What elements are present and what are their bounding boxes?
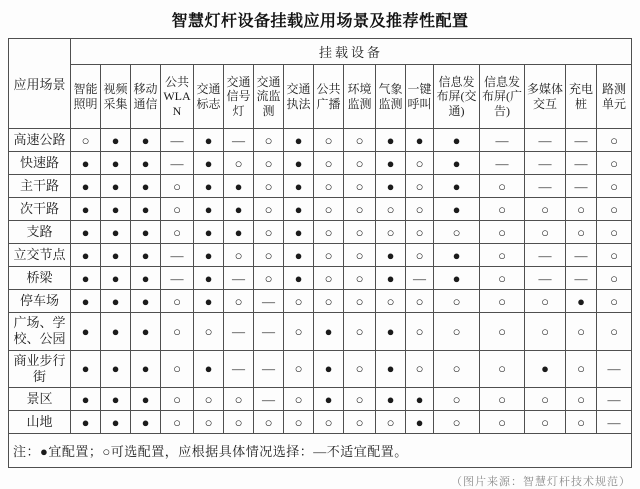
config-cell: ○: [566, 221, 597, 244]
config-cell: ●: [376, 129, 406, 152]
device-column-header: 一键呼叫: [406, 65, 434, 129]
config-cell: ○: [344, 221, 376, 244]
note-row: [9, 434, 632, 468]
table-row: [9, 175, 632, 198]
config-cell: ●: [434, 152, 480, 175]
device-column-header: 交通标志: [194, 65, 224, 129]
config-cell: ●: [71, 313, 101, 351]
config-cell: —: [597, 388, 632, 411]
config-cell: —: [566, 267, 597, 290]
config-cell: ○: [406, 313, 434, 351]
config-cell: ●: [131, 152, 161, 175]
config-cell: ●: [131, 129, 161, 152]
config-cell: ○: [161, 175, 194, 198]
config-cell: ●: [434, 244, 480, 267]
config-cell: —: [597, 350, 632, 388]
table-row: [9, 198, 632, 221]
config-cell: ●: [194, 221, 224, 244]
device-column-header: 信息发布屏(广告): [480, 65, 525, 129]
config-cell: ○: [254, 267, 284, 290]
config-cell: ●: [71, 175, 101, 198]
table-row: [9, 388, 632, 411]
config-cell: ●: [284, 244, 314, 267]
config-cell: ○: [406, 290, 434, 313]
config-cell: —: [566, 152, 597, 175]
config-cell: —: [525, 267, 566, 290]
config-cell: ○: [224, 290, 254, 313]
config-cell: ●: [406, 411, 434, 434]
device-column-header: 视频采集: [101, 65, 131, 129]
config-cell: ●: [131, 175, 161, 198]
config-cell: ○: [224, 244, 254, 267]
config-cell: ●: [406, 388, 434, 411]
config-cell: ○: [525, 313, 566, 351]
config-cell: ●: [376, 175, 406, 198]
config-cell: ○: [314, 175, 344, 198]
device-column-header: 智能照明: [71, 65, 101, 129]
config-cell: ○: [480, 221, 525, 244]
device-column-header: 环境监测: [344, 65, 376, 129]
config-cell: ●: [101, 244, 131, 267]
config-cell: ○: [566, 198, 597, 221]
config-cell: ○: [566, 350, 597, 388]
config-cell: ○: [161, 221, 194, 244]
table-row: [9, 290, 632, 313]
config-cell: ○: [161, 313, 194, 351]
config-cell: ○: [525, 388, 566, 411]
config-cell: ○: [434, 313, 480, 351]
device-column-header: 气象监测: [376, 65, 406, 129]
config-cell: ●: [224, 198, 254, 221]
scenario-label: 次干路: [9, 198, 71, 221]
config-cell: ○: [344, 152, 376, 175]
config-cell: ○: [254, 244, 284, 267]
config-cell: —: [161, 244, 194, 267]
config-cell: ○: [161, 388, 194, 411]
scenario-label: 山地: [9, 411, 71, 434]
config-cell: ○: [314, 244, 344, 267]
config-cell: ○: [406, 244, 434, 267]
config-cell: ●: [131, 388, 161, 411]
config-cell: ○: [525, 221, 566, 244]
config-cell: ○: [566, 388, 597, 411]
config-cell: —: [480, 129, 525, 152]
config-cell: ●: [101, 129, 131, 152]
config-cell: ○: [194, 313, 224, 351]
config-cell: ○: [344, 388, 376, 411]
config-cell: ○: [525, 290, 566, 313]
config-cell: ●: [131, 350, 161, 388]
scenario-label: 支路: [9, 221, 71, 244]
config-cell: —: [161, 267, 194, 290]
config-cell: ●: [131, 221, 161, 244]
config-cell: —: [597, 411, 632, 434]
config-cell: ●: [376, 267, 406, 290]
config-cell: ○: [376, 290, 406, 313]
config-cell: ●: [71, 221, 101, 244]
config-cell: ○: [376, 221, 406, 244]
config-cell: —: [525, 129, 566, 152]
scenario-label: 快速路: [9, 152, 71, 175]
config-cell: —: [224, 129, 254, 152]
config-cell: ●: [376, 388, 406, 411]
table-row: [9, 411, 632, 434]
config-cell: ●: [434, 175, 480, 198]
config-cell: ○: [597, 221, 632, 244]
scenario-label: 广场、学校、公园: [9, 313, 71, 351]
config-cell: ●: [376, 244, 406, 267]
table-row: [9, 244, 632, 267]
config-cell: ○: [284, 313, 314, 351]
config-cell: ○: [434, 388, 480, 411]
config-cell: ●: [101, 411, 131, 434]
config-cell: ○: [597, 244, 632, 267]
config-cell: ○: [566, 313, 597, 351]
config-cell: ●: [131, 290, 161, 313]
device-column-header: 多媒体交互: [525, 65, 566, 129]
config-cell: ○: [480, 267, 525, 290]
config-cell: ●: [101, 313, 131, 351]
config-cell: —: [161, 152, 194, 175]
config-cell: ●: [376, 350, 406, 388]
scenario-label: 商业步行街: [9, 350, 71, 388]
device-column-header: 公共广播: [314, 65, 344, 129]
config-cell: ○: [161, 350, 194, 388]
config-cell: ●: [194, 129, 224, 152]
device-column-header: 路测单元: [597, 65, 632, 129]
config-cell: ○: [597, 198, 632, 221]
config-cell: ○: [224, 411, 254, 434]
config-cell: ○: [434, 411, 480, 434]
config-cell: ○: [480, 175, 525, 198]
config-cell: ●: [131, 267, 161, 290]
config-cell: ○: [254, 175, 284, 198]
config-cell: ●: [284, 267, 314, 290]
config-cell: ○: [344, 350, 376, 388]
config-cell: ○: [480, 198, 525, 221]
config-cell: ○: [71, 129, 101, 152]
config-cell: ○: [344, 198, 376, 221]
config-cell: ○: [254, 411, 284, 434]
config-cell: ●: [224, 175, 254, 198]
config-cell: ●: [101, 221, 131, 244]
config-cell: —: [525, 244, 566, 267]
config-cell: ●: [101, 350, 131, 388]
config-cell: ●: [376, 313, 406, 351]
config-cell: ○: [161, 290, 194, 313]
config-cell: ○: [254, 221, 284, 244]
config-cell: ○: [314, 267, 344, 290]
config-cell: ○: [597, 290, 632, 313]
config-cell: ●: [101, 152, 131, 175]
config-cell: ●: [101, 198, 131, 221]
config-cell: ●: [284, 175, 314, 198]
config-cell: ○: [254, 152, 284, 175]
config-cell: —: [161, 129, 194, 152]
device-column-header: 信息发布屏(交通): [434, 65, 480, 129]
config-cell: ●: [284, 129, 314, 152]
config-cell: ○: [525, 198, 566, 221]
config-cell: ○: [376, 198, 406, 221]
scenario-label: 桥梁: [9, 267, 71, 290]
config-cell: ●: [284, 221, 314, 244]
config-cell: ○: [566, 411, 597, 434]
config-cell: ○: [434, 290, 480, 313]
config-cell: ●: [194, 350, 224, 388]
config-cell: ○: [284, 411, 314, 434]
config-cell: ●: [131, 198, 161, 221]
table-row: [9, 152, 632, 175]
page-title: 智慧灯杆设备挂载应用场景及推荐性配置: [171, 13, 469, 30]
config-cell: ○: [406, 152, 434, 175]
config-cell: ○: [480, 388, 525, 411]
config-cell: ●: [566, 290, 597, 313]
config-cell: ○: [314, 221, 344, 244]
config-cell: —: [525, 152, 566, 175]
scenario-label: 景区: [9, 388, 71, 411]
config-cell: ○: [434, 221, 480, 244]
config-cell: ●: [101, 267, 131, 290]
config-cell: —: [254, 290, 284, 313]
config-cell: ○: [597, 175, 632, 198]
config-cell: ●: [71, 388, 101, 411]
config-cell: ○: [597, 129, 632, 152]
scenario-column-header: 应用场景: [9, 39, 71, 129]
config-cell: ●: [71, 350, 101, 388]
config-cell: ○: [161, 411, 194, 434]
config-cell: ○: [224, 152, 254, 175]
table-footer: [9, 434, 632, 468]
config-cell: ○: [344, 267, 376, 290]
config-cell: ●: [314, 388, 344, 411]
config-cell: —: [224, 350, 254, 388]
config-cell: —: [566, 175, 597, 198]
config-cell: ○: [406, 221, 434, 244]
config-cell: —: [254, 313, 284, 351]
config-cell: ●: [131, 313, 161, 351]
config-cell: ○: [314, 152, 344, 175]
group-header-row: [9, 39, 632, 65]
table-header: [9, 39, 632, 129]
config-cell: ●: [434, 198, 480, 221]
config-cell: ○: [284, 290, 314, 313]
config-cell: ●: [101, 175, 131, 198]
config-cell: ●: [194, 175, 224, 198]
config-cell: ○: [480, 350, 525, 388]
legend-note: 注：●宜配置；○可选配置，应根据具体情况选择：—不适宜配置。: [9, 434, 632, 468]
scenario-label: 停车场: [9, 290, 71, 313]
config-cell: ●: [224, 221, 254, 244]
config-cell: ○: [480, 290, 525, 313]
config-cell: ○: [344, 313, 376, 351]
config-cell: ○: [284, 350, 314, 388]
figure-page: [0, 8, 640, 488]
config-cell: ○: [344, 175, 376, 198]
device-column-header: 公共WLAN: [161, 65, 194, 129]
scenario-label: 立交节点: [9, 244, 71, 267]
config-cell: ○: [314, 411, 344, 434]
config-cell: ●: [101, 290, 131, 313]
config-cell: —: [566, 129, 597, 152]
config-cell: ○: [344, 290, 376, 313]
config-cell: ○: [254, 198, 284, 221]
config-cell: ●: [376, 152, 406, 175]
device-column-header: 充电桩: [566, 65, 597, 129]
scenario-label: 主干路: [9, 175, 71, 198]
config-cell: ●: [194, 290, 224, 313]
config-cell: ○: [194, 411, 224, 434]
config-cell: —: [254, 388, 284, 411]
config-table: [8, 38, 632, 468]
config-cell: ●: [194, 152, 224, 175]
device-group-header: 挂载设备: [71, 39, 632, 65]
config-cell: ○: [434, 350, 480, 388]
config-cell: ○: [254, 129, 284, 152]
config-cell: ●: [194, 244, 224, 267]
image-source-caption: （图片来源：智慧灯杆技术规范）: [451, 476, 631, 488]
config-cell: ○: [161, 198, 194, 221]
config-cell: ●: [131, 244, 161, 267]
config-cell: ●: [525, 350, 566, 388]
device-header-row: [9, 65, 632, 129]
device-column-header: 交通流监测: [254, 65, 284, 129]
config-cell: ●: [71, 198, 101, 221]
config-cell: ●: [194, 267, 224, 290]
config-cell: ○: [376, 411, 406, 434]
config-cell: ○: [314, 129, 344, 152]
config-cell: ○: [597, 152, 632, 175]
config-cell: ●: [406, 129, 434, 152]
config-cell: ●: [71, 411, 101, 434]
config-cell: ●: [314, 350, 344, 388]
config-cell: —: [480, 152, 525, 175]
config-cell: ○: [480, 313, 525, 351]
config-cell: ○: [480, 244, 525, 267]
table-row: [9, 313, 632, 351]
config-cell: ●: [71, 152, 101, 175]
config-cell: ●: [101, 388, 131, 411]
device-column-header: 移动通信: [131, 65, 161, 129]
table-row: [9, 129, 632, 152]
config-cell: ○: [314, 198, 344, 221]
config-cell: ○: [597, 313, 632, 351]
config-cell: —: [406, 267, 434, 290]
config-cell: ○: [344, 129, 376, 152]
scenario-label: 高速公路: [9, 129, 71, 152]
config-cell: ○: [314, 290, 344, 313]
config-cell: ●: [131, 411, 161, 434]
config-cell: ●: [71, 267, 101, 290]
config-cell: ○: [480, 411, 525, 434]
config-cell: —: [224, 267, 254, 290]
config-cell: ●: [71, 244, 101, 267]
config-cell: ●: [434, 267, 480, 290]
table-row: [9, 221, 632, 244]
config-cell: —: [224, 313, 254, 351]
config-cell: ○: [406, 175, 434, 198]
config-cell: —: [566, 244, 597, 267]
config-cell: —: [254, 350, 284, 388]
config-cell: ○: [284, 388, 314, 411]
config-cell: ●: [284, 198, 314, 221]
config-cell: ○: [406, 198, 434, 221]
config-cell: ●: [71, 290, 101, 313]
config-cell: ○: [525, 411, 566, 434]
config-cell: ●: [194, 198, 224, 221]
table-row: [9, 267, 632, 290]
config-cell: ●: [284, 152, 314, 175]
config-cell: ○: [194, 388, 224, 411]
table-row: [9, 350, 632, 388]
device-column-header: 交通信号灯: [224, 65, 254, 129]
config-cell: ●: [434, 129, 480, 152]
table-body: [9, 129, 632, 434]
config-cell: —: [525, 175, 566, 198]
config-cell: ○: [344, 411, 376, 434]
config-cell: ○: [224, 388, 254, 411]
config-cell: ○: [344, 244, 376, 267]
device-column-header: 交通执法: [284, 65, 314, 129]
config-cell: ○: [597, 267, 632, 290]
config-cell: ●: [314, 313, 344, 351]
config-cell: ○: [406, 350, 434, 388]
